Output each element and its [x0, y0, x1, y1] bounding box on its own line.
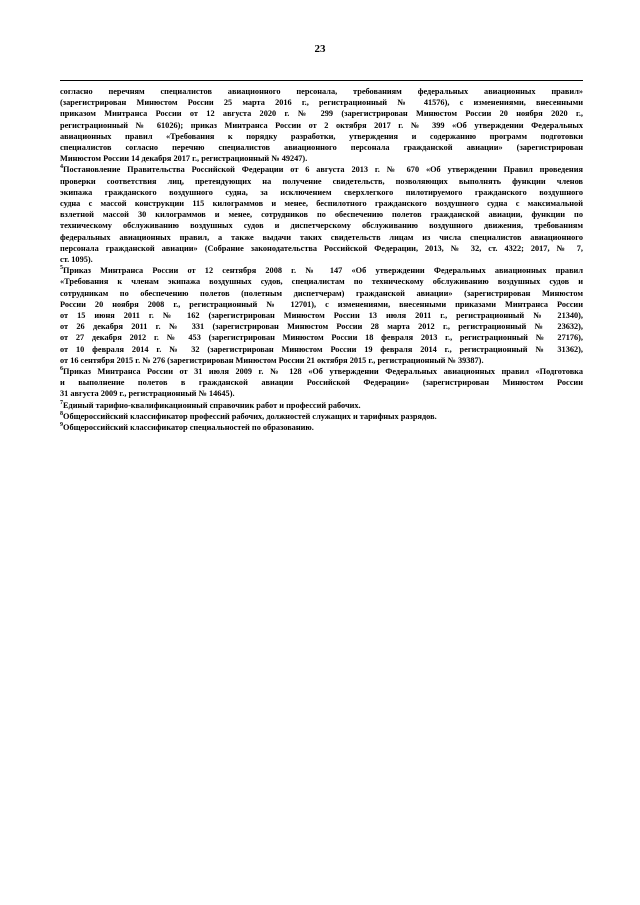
footnote-text: сотрудникам по обеспечению полетов (полетным диспетчерам) гражданской авиации» (зарегистрирован Минюстом [60, 288, 583, 298]
footnote-text: регистрационный № 61026); приказ Минтранса России от 2 октября 2017 г. № 399 «Об утверждении Федеральных [60, 120, 583, 130]
footnote-marker: 6 [60, 366, 63, 373]
footnote-line [60, 388, 583, 399]
footnote-marker: 8 [60, 411, 63, 418]
footnote-line [60, 299, 583, 310]
footnote-line [60, 355, 583, 366]
footnote-continuation [60, 86, 583, 164]
footnote-line [60, 198, 583, 209]
page-number: 23 [314, 43, 326, 55]
footnote-line [60, 176, 583, 187]
footnote-line [60, 243, 583, 254]
footnote-marker: 9 [60, 422, 63, 429]
footnote-text: от 16 сентября 2015 г. № 276 (зарегистрирован Минюстом России 21 октября 2015 г., регистрационный № 39387). [60, 355, 484, 365]
footnote-text: проверки соответствия лиц, претендующих на получение свидетельств, позволяющих выполнять функции членов [60, 176, 583, 186]
footnote-line [60, 131, 583, 142]
footnote-line [60, 153, 583, 164]
footnote-text: специалистов согласно перечню специалистов авиационного персонала гражданской авиации» (зарегистрирован [60, 143, 583, 153]
footnote-text: и выполнение полетов в гражданской авиации Российской Федерации» (зарегистрирован Минюстом России [60, 378, 583, 388]
footnote-text: приказом Минтранса России от 12 августа 2020 г. № 299 (зарегистрирован Минюстом России 20 ноября 2020 г., [60, 109, 583, 119]
footnote-text: от 26 декабря 2011 г. № 331 (зарегистрирован Минюстом России 28 марта 2012 г., регистрационный № 23632), [60, 322, 583, 332]
footnote-text: 31 августа 2009 г., регистрационный № 14645). [60, 389, 235, 399]
footnote-marker: 5 [60, 265, 63, 272]
footnote-text: от 10 февраля 2014 г. № 32 (зарегистрирован Минюстом России 19 февраля 2014 г., регистрационный № 31362), [60, 344, 583, 354]
footnote-text: «Требования к членам экипажа воздушных судов, специалистам по техническому обслуживанию воздушных судов и [60, 277, 583, 287]
footnote-line [60, 120, 583, 131]
footnote-6 [60, 366, 583, 400]
footnote-line [60, 321, 583, 332]
footnote-7 [60, 400, 583, 411]
footnote-line [60, 310, 583, 321]
footnote-line [60, 164, 583, 175]
footnote-text: России 20 ноября 2008 г., регистрационный № 12701), с изменениями, внесенными приказами Минтранса России [60, 299, 583, 309]
footnote-line [60, 209, 583, 220]
footnote-line [60, 86, 583, 97]
footnote-text: экипажа гражданского воздушного судна, за исключением сверхлегкого пилотируемого гражданского воздушного [60, 187, 583, 197]
footnote-text: техническому обслуживанию воздушных судов и диспетчерскому обслуживанию воздушного движения, требованиям [60, 221, 583, 231]
footnote-text: судна с массой конструкции 115 килограммов и менее, беспилотного гражданского воздушного судна с максимальной [60, 199, 583, 209]
footnote-8 [60, 411, 583, 422]
footnote-text: ст. 1095). [60, 255, 93, 265]
footnote-text: авиационных правил «Требования к порядку разработки, утверждения и содержанию программ подготовки [60, 131, 583, 141]
footnote-line [60, 400, 583, 411]
footnote-separator [60, 80, 583, 81]
footnote-line [60, 108, 583, 119]
footnote-text: Общероссийский классификатор специальностей по образованию. [63, 423, 314, 433]
footnote-text: от 27 декабря 2012 г. № 453 (зарегистрирован Минюстом России 18 февраля 2013 г., регистрационный № 27176), [60, 333, 583, 343]
footnote-text: Постановление Правительства Российской Федерации от 6 августа 2013 г. № 670 «Об утверждении Правил проведения [63, 165, 583, 175]
footnote-text: Приказ Минтранса России от 12 сентября 2008 г. № 147 «Об утверждении Федеральных авиационных правил [63, 266, 583, 276]
footnote-line [60, 422, 583, 433]
footnote-line [60, 366, 583, 377]
footnote-line [60, 276, 583, 287]
footnote-line [60, 265, 583, 276]
footnote-text: Минюстом России 14 декабря 2017 г., регистрационный № 49247). [60, 154, 308, 164]
footnote-line [60, 220, 583, 231]
footnote-line [60, 187, 583, 198]
footnote-text: взлетной массой 30 килограммов и менее, сотрудников по обеспечению полетов гражданской авиации, функции по [60, 210, 583, 220]
footnote-line [60, 232, 583, 243]
footnote-line [60, 288, 583, 299]
footnote-text: персонала гражданской авиации» (Собрание законодательства Российской Федерации, 2013, № 32, ст. 4322; 2017, № 7, [60, 243, 583, 253]
footnote-marker: 7 [60, 399, 63, 406]
footnote-text: федеральных авиационных правил, а также выдачи таких свидетельств лицам из числа специалистов авиационного [60, 232, 583, 242]
footnote-line [60, 254, 583, 265]
footnote-text: согласно перечням специалистов авиационного персонала, требованиям федеральных авиационных правил» [60, 87, 583, 96]
footnote-text: от 15 июня 2011 г. № 162 (зарегистрирован Минюстом России 13 июля 2011 г., регистрационный № 21340), [60, 311, 583, 321]
footnote-9 [60, 422, 583, 433]
footnote-line [60, 142, 583, 153]
footnote-line [60, 97, 583, 108]
footnotes-section [60, 86, 583, 433]
footnote-marker: 4 [60, 164, 63, 171]
footnote-line [60, 344, 583, 355]
footnote-text: Единый тарифно-квалификационный справочник работ и профессий рабочих. [63, 400, 361, 410]
footnote-line [60, 411, 583, 422]
footnote-text: (зарегистрирован Минюстом России 25 марта 2016 г., регистрационный № 41576), с изменениями, внесенными [60, 98, 583, 108]
footnote-text: Общероссийский классификатор профессий рабочих, должностей служащих и тарифных разрядов. [63, 411, 437, 421]
footnote-4 [60, 164, 583, 265]
footnote-line [60, 332, 583, 343]
footnote-5 [60, 265, 583, 366]
footnote-text: Приказ Минтранса России от 31 июля 2009 г. № 128 «Об утверждении Федеральных авиационных правил «Подготовка [63, 367, 583, 377]
footnote-line [60, 377, 583, 388]
